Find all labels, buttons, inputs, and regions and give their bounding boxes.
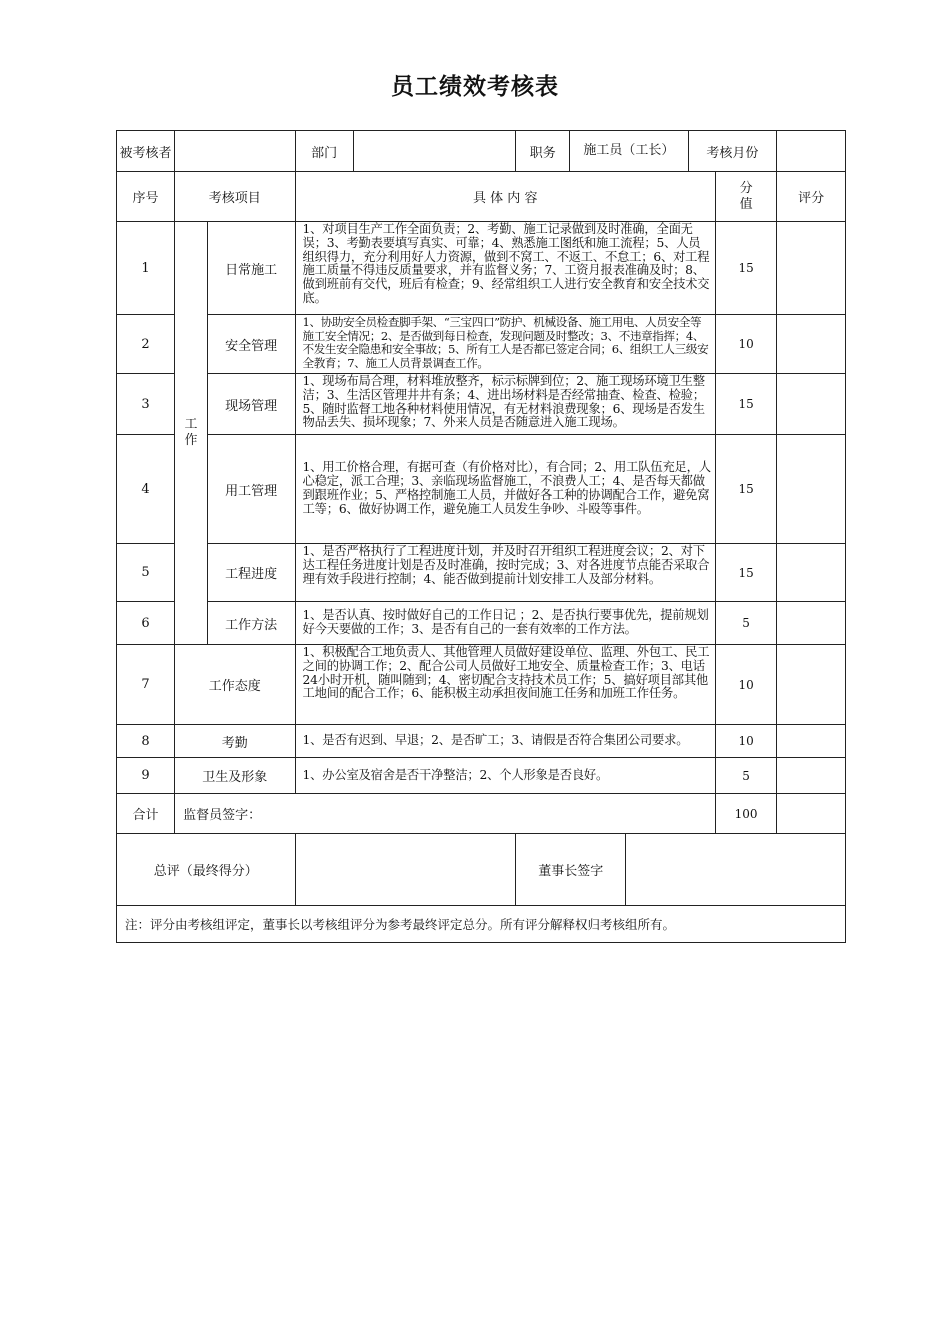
row-content: 1、用工价格合理，有据可查（有价格对比），有合同；2、用工队伍充足，人心稳定，派工合理；3、亲临现场监督施工，不浪费人工；4、是否每天都做到跟班作业；5、严格控制施工人员，并做好各工种的协调配合工作，避免窝工等；6、做好协调工作，避免施工人员发生争吵、斗殴等事件。 <box>295 435 715 544</box>
row-no: 1 <box>117 222 175 315</box>
row-no: 8 <box>117 725 175 758</box>
examinee-label: 被考核者 <box>117 131 175 172</box>
col-score: 分值 <box>715 172 776 222</box>
row-item: 工作方法 <box>207 602 295 645</box>
total-score: 100 <box>715 794 776 834</box>
row-item: 工程进度 <box>207 544 295 602</box>
row-rating[interactable] <box>777 435 846 544</box>
row-item: 工作态度 <box>175 645 295 725</box>
col-item: 考核项目 <box>175 172 295 222</box>
row-score: 5 <box>715 602 776 645</box>
row-content: 1、对项目生产工作全面负责；2、考勤、施工记录做到及时准确，全面无误；3、考勤表要填写真实、可靠；4、熟悉施工图纸和施工流程；5、人员组织得力，充分利用好人力资源，做到不窝工、不返工、不怠工；6、对工程施工质量不得违反质量要求，并有监督义务；7、工资月报表准确及时；8、做到班前有交代，班后有检查；9、经常组织工人进行安全教育和安全技术交底。 <box>295 222 715 315</box>
row-content: 1、是否认真、按时做好自己的工作日记 ；2、是否执行要事优先，提前规划好今天要做的工作；3、是否有自己的一套有效率的工作方法。 <box>295 602 715 645</box>
col-rating: 评分 <box>777 172 846 222</box>
row-content: 1、协助安全员检查脚手架、“三宝四口”防护、机械设备、施工用电、人员安全等施工安全情况；2、是否做到每日检查，发现问题及时整改；3、不违章指挥；4、不发生安全隐患和安全事故；5、所有工人是否都已签定合同；6、组织工人三级安全教育；7、施工人员背景调查工作。 <box>295 315 715 374</box>
dept-label: 部门 <box>295 131 353 172</box>
row-score: 15 <box>715 374 776 435</box>
col-content: 具 体 内 容 <box>295 172 715 222</box>
row-content: 1、现场布局合理，材料堆放整齐，标示标牌到位；2、施工现场环境卫生整洁；3、生活区管理井井有条；4、进出场材料是否经常抽查、检查、检验；5、随时监督工地各种材料使用情况，有无材料浪费现象；6、现场是否发生物品丢失、损坏现象；7、外来人员是否随意进入施工现场。 <box>295 374 715 435</box>
table-row <box>117 435 846 544</box>
row-no: 3 <box>117 374 175 435</box>
row-content: 1、是否严格执行了工程进度计划，并及时召开组织工程进度会议；2、对下达工程任务进度计划是否及时准确，按时完成；3、对各进度节点能否采取合理有效手段进行控制；4、能否做到提前计划安排工人及部分材料。 <box>295 544 715 602</box>
row-score: 15 <box>715 544 776 602</box>
row-score: 5 <box>715 758 776 794</box>
row-item: 安全管理 <box>207 315 295 374</box>
note-row <box>117 906 846 943</box>
page-title: 员工绩效考核表 <box>391 74 559 100</box>
row-no: 2 <box>117 315 175 374</box>
row-item: 日常施工 <box>207 222 295 315</box>
row-rating[interactable] <box>777 544 846 602</box>
dept-field[interactable] <box>353 131 516 172</box>
row-no: 7 <box>117 645 175 725</box>
total-rating[interactable] <box>777 794 846 834</box>
row-content: 1、积极配合工地负责人、其他管理人员做好建设单位、监理、外包工、民工之间的协调工作；2、配合公司人员做好工地安全、质量检查工作；3、电话24小时开机，随叫随到；4、密切配合支持技术员工作；5、搞好项目部其他工地间的配合工作；6、能积极主动承担夜间施工任务和加班工作任务。 <box>295 645 715 725</box>
table-row <box>117 725 846 758</box>
table-row <box>117 544 846 602</box>
row-no: 9 <box>117 758 175 794</box>
row-score: 10 <box>715 315 776 374</box>
row-score: 15 <box>715 435 776 544</box>
row-item: 考勤 <box>175 725 295 758</box>
total-row <box>117 794 846 834</box>
table-row <box>117 758 846 794</box>
row-no: 6 <box>117 602 175 645</box>
row-content: 1、办公室及宿舍是否干净整洁；2、个人形象是否良好。 <box>295 758 715 794</box>
row-no: 5 <box>117 544 175 602</box>
position-value: 施工员（工长） <box>570 131 688 172</box>
row-item: 卫生及形象 <box>175 758 295 794</box>
summary-field[interactable] <box>295 834 516 906</box>
row-score: 15 <box>715 222 776 315</box>
examinee-field[interactable] <box>175 131 295 172</box>
chairman-signature-field[interactable] <box>626 834 846 906</box>
month-label: 考核月份 <box>688 131 777 172</box>
row-rating[interactable] <box>777 758 846 794</box>
row-item: 用工管理 <box>207 435 295 544</box>
table-row <box>117 602 846 645</box>
row-rating[interactable] <box>777 725 846 758</box>
summary-row <box>117 834 846 906</box>
month-field[interactable] <box>777 131 846 172</box>
work-group-label: 工作 <box>175 222 208 645</box>
total-label: 合计 <box>117 794 175 834</box>
row-content: 1、是否有迟到、早退；2、是否旷工；3、请假是否符合集团公司要求。 <box>295 725 715 758</box>
table-row <box>117 645 846 725</box>
table-row <box>117 315 846 374</box>
supervisor-signature-label: 监督员签字： <box>175 794 716 834</box>
position-label: 职务 <box>516 131 570 172</box>
row-rating[interactable] <box>777 315 846 374</box>
row-no: 4 <box>117 435 175 544</box>
row-score: 10 <box>715 645 776 725</box>
row-rating[interactable] <box>777 645 846 725</box>
row-rating[interactable] <box>777 222 846 315</box>
summary-label: 总评（最终得分） <box>117 834 296 906</box>
column-header-row <box>117 172 846 222</box>
table-row <box>117 222 846 315</box>
col-no: 序号 <box>117 172 175 222</box>
footnote: 注：评分由考核组评定，董事长以考核组评分为参考最终评定总分。所有评分解释权归考核组所有。 <box>117 906 846 943</box>
chairman-signature-label: 董事长签字 <box>516 834 626 906</box>
row-rating[interactable] <box>777 374 846 435</box>
header-row <box>117 131 846 172</box>
table-row <box>117 374 846 435</box>
row-score: 10 <box>715 725 776 758</box>
row-rating[interactable] <box>777 602 846 645</box>
evaluation-table <box>116 130 846 943</box>
row-item: 现场管理 <box>207 374 295 435</box>
